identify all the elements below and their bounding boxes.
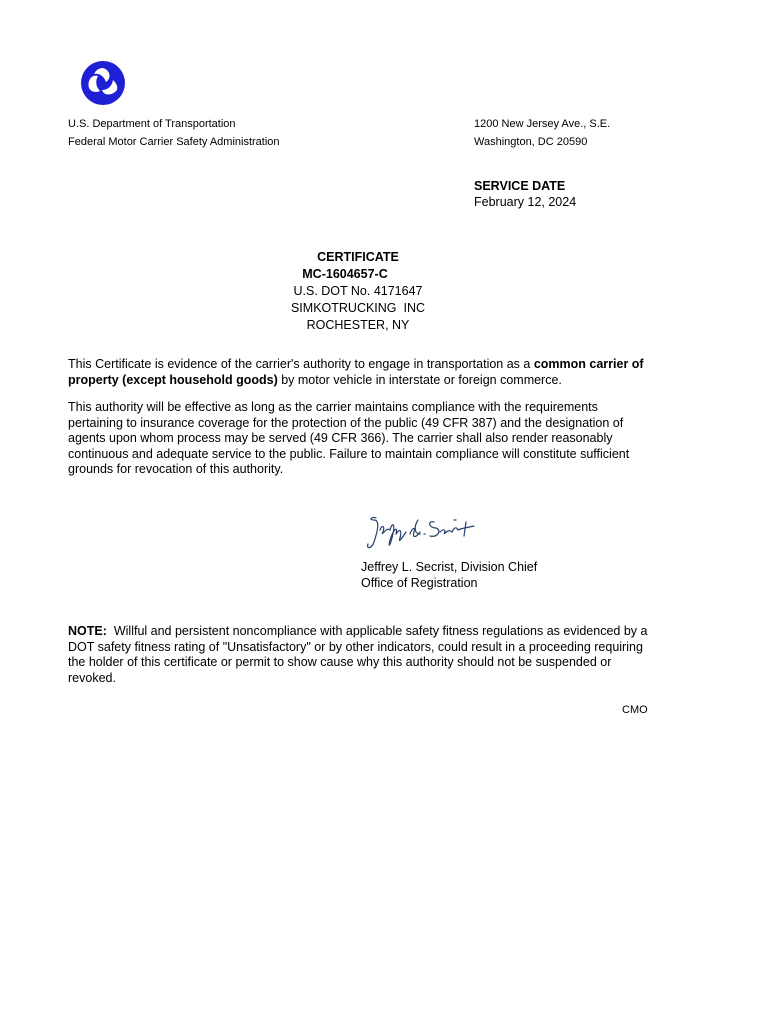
paragraph-line: [68, 373, 668, 389]
service-date-value: February 12, 2024: [474, 195, 577, 209]
signer-office: Office of Registration: [361, 576, 478, 590]
address-street: 1200 New Jersey Ave., S.E.: [474, 118, 611, 130]
service-date-label: SERVICE DATE: [474, 179, 566, 193]
address-city: Washington, DC 20590: [474, 136, 588, 148]
paragraph-line: This authority will be effective as long as the carrier maintains compliance with the requirements: [68, 400, 598, 414]
paragraph-line: the holder of this certificate or permit to show cause why this authority should not be suspended or: [68, 655, 612, 669]
paragraph-line: pertaining to insurance coverage for the protection of the public (49 CFR 387) and the designation of: [68, 415, 624, 430]
service-date-block: [474, 178, 576, 210]
signer-name: Jeffrey L. Secrist, Division Chief: [361, 560, 538, 574]
footer-initials: CMO: [622, 704, 648, 716]
administration-name: Federal Motor Carrier Safety Administration: [68, 136, 280, 148]
signer-block: [361, 559, 537, 591]
paragraph-line: [68, 624, 668, 640]
text-run: by motor vehicle in interstate or foreign commerce.: [277, 372, 562, 387]
paragraph-line: DOT safety fitness rating of "Unsatisfactory" or by other indicators, could result in a proceeding requiring: [68, 639, 643, 654]
dot-logo-icon: [80, 60, 126, 106]
compliance-paragraph: [68, 400, 668, 478]
authority-paragraph: [68, 357, 668, 388]
text-run: This Certificate is evidence of the carrier's authority to engage in transportation as a: [68, 357, 534, 371]
paragraph-line: agents upon whom process may be served (49 CFR 366). The carrier shall also render reasonably: [68, 431, 613, 445]
paragraph-line: revoked.: [68, 670, 116, 685]
text-run: Willful and persistent noncompliance with applicable safety fitness regulations as evidenced by a: [106, 624, 648, 638]
bold-run: common carrier of: [533, 357, 644, 371]
certificate-number: MC-1604657-C: [302, 267, 388, 281]
company-name: SIMKOTRUCKING INC: [290, 301, 426, 315]
note-label: NOTE:: [68, 624, 107, 638]
paragraph-line: grounds for revocation of this authority.: [68, 462, 284, 476]
paragraph-line: continuous and adequate service to the public. Failure to maintain compliance will constitute sufficient: [68, 446, 630, 461]
note-paragraph: [68, 624, 668, 686]
company-location: ROCHESTER, NY: [306, 318, 410, 332]
agency-name: U.S. Department of Transportation: [68, 118, 236, 130]
agency-block: [68, 115, 280, 151]
bold-run: property (except household goods): [68, 372, 278, 387]
paragraph-line: [68, 357, 668, 373]
handwritten-signature: [362, 508, 482, 556]
certificate-block: [218, 249, 498, 334]
certificate-title: CERTIFICATE: [317, 250, 399, 264]
address-block: [474, 115, 610, 151]
dot-number: U.S. DOT No. 4171647: [293, 284, 423, 298]
